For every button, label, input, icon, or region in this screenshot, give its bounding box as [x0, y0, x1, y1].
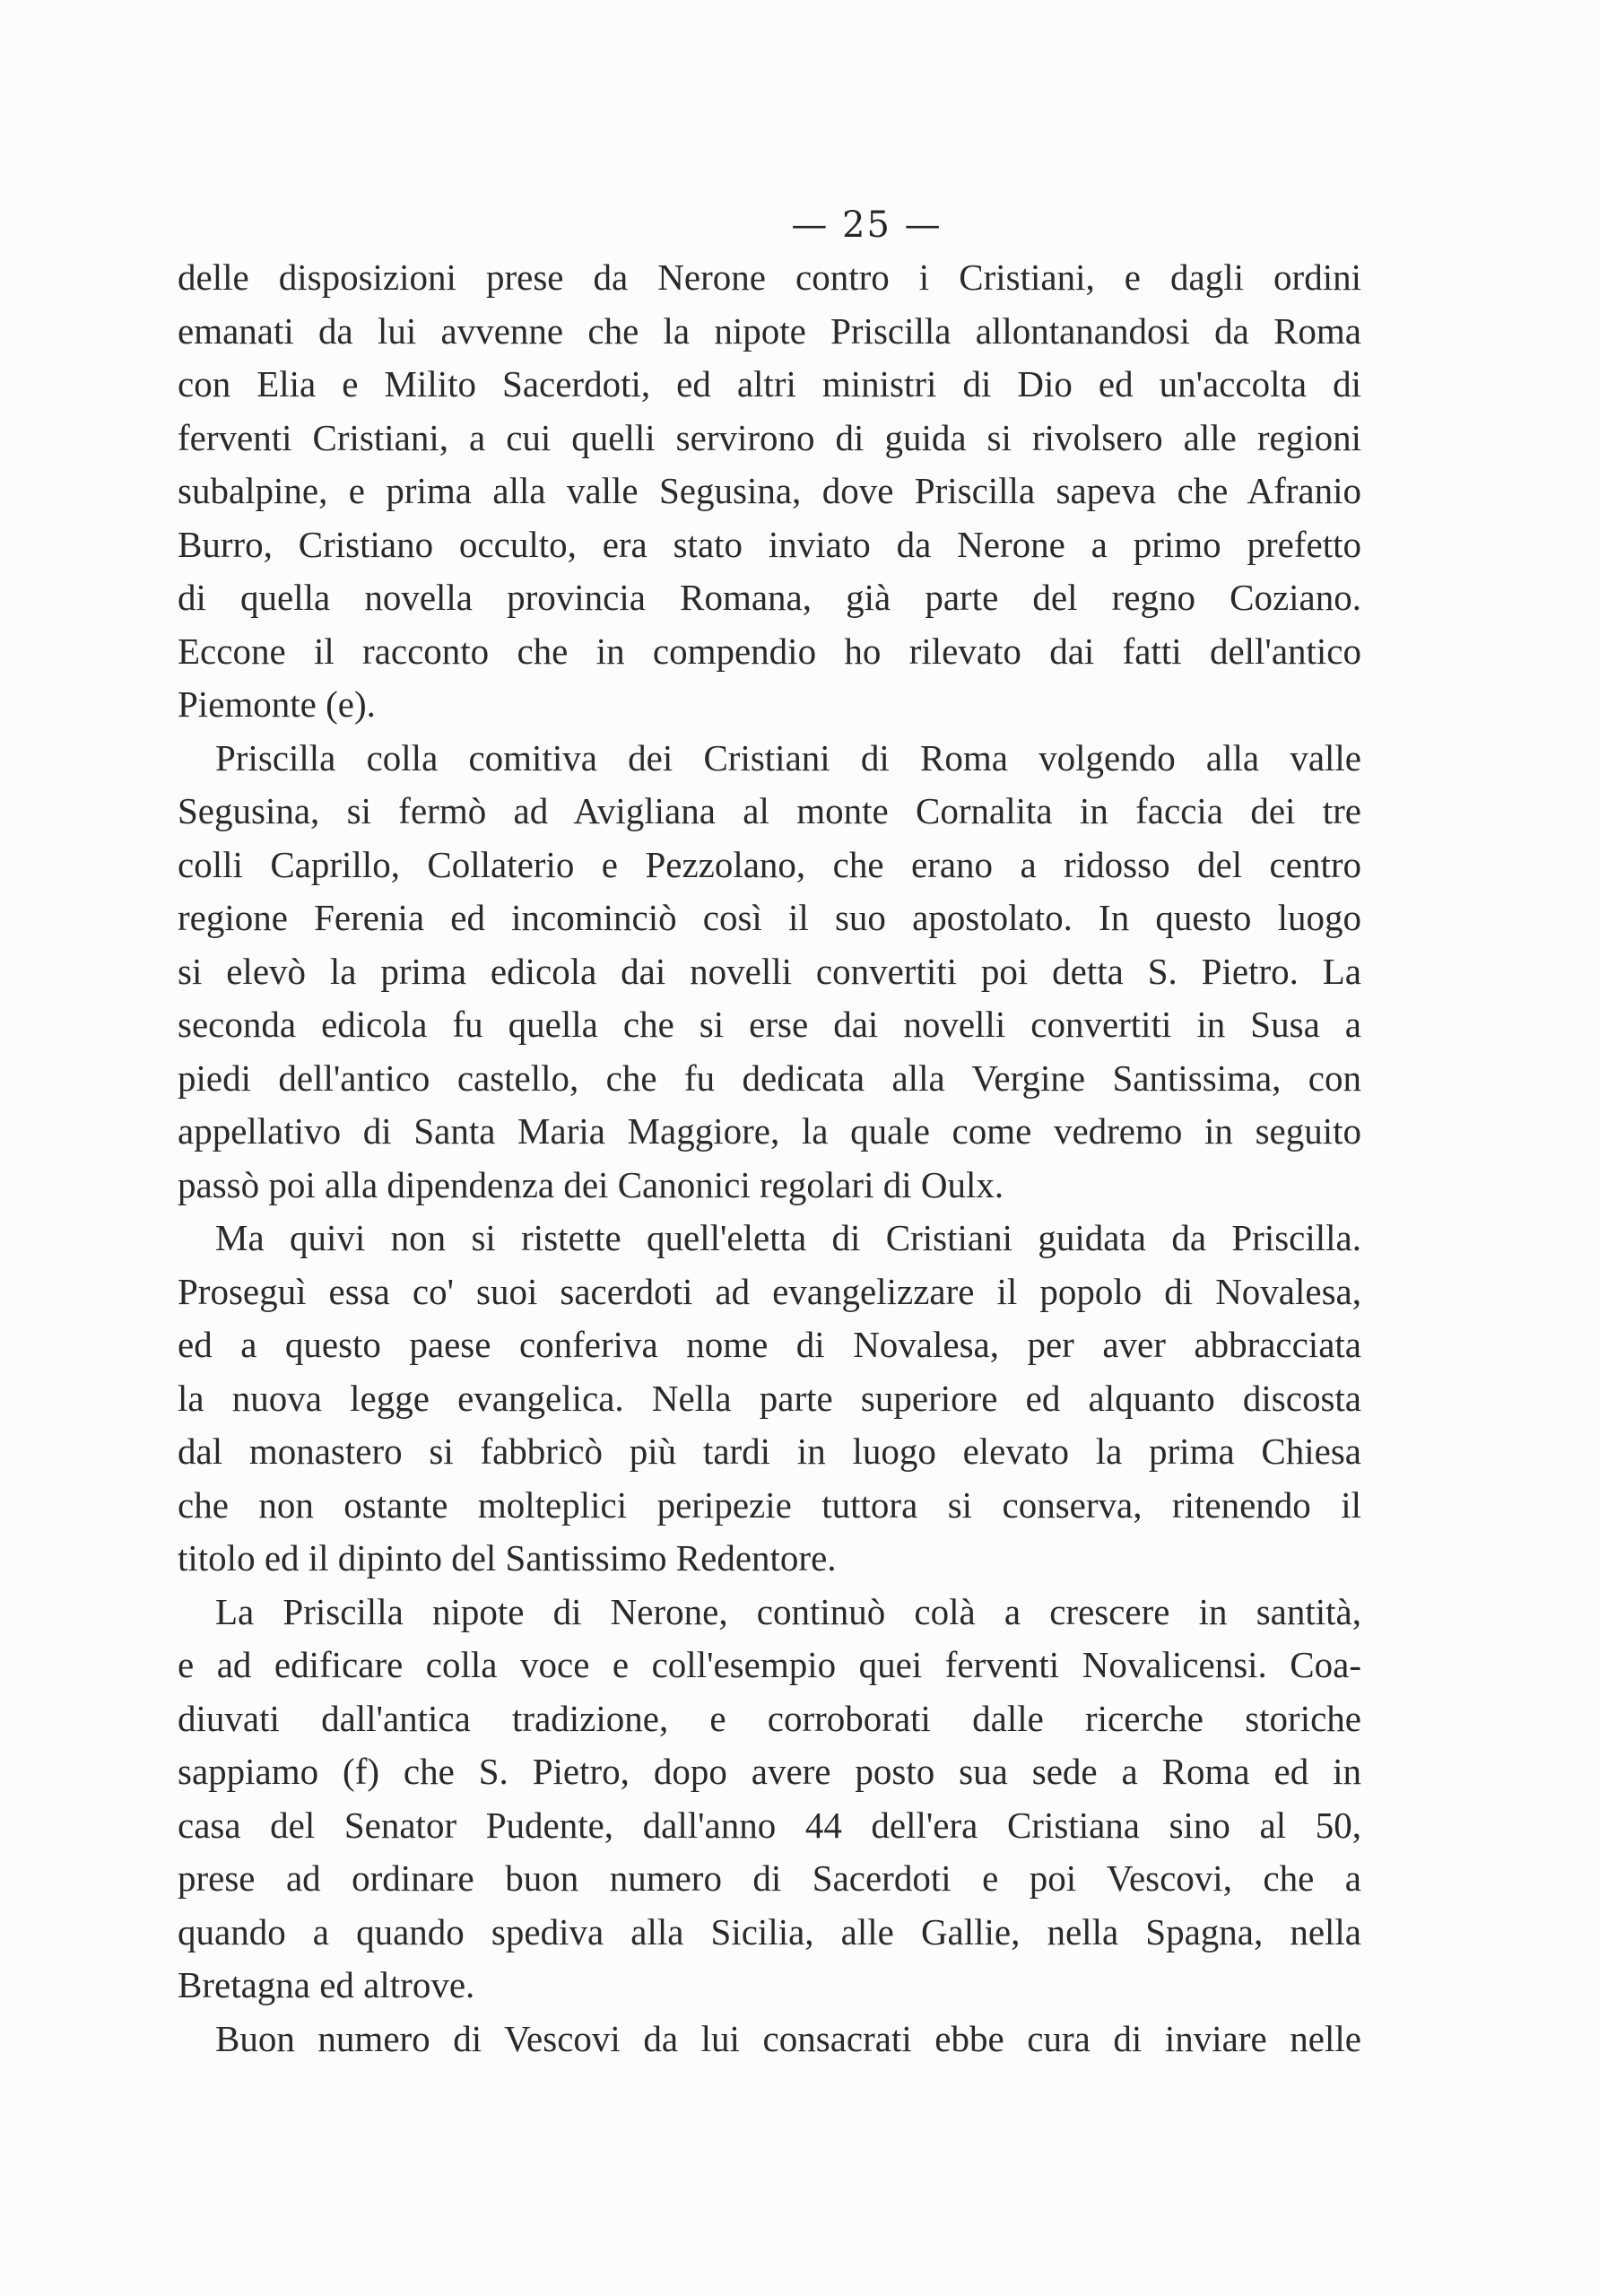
- text-line: Segusina, si fermò ad Avigliana al monte Cornalita in faccia dei tre: [178, 790, 1361, 831]
- text-line: Burro, Cristiano occulto, era stato inviato da Nerone a primo prefetto: [178, 523, 1361, 565]
- text-line: con Elia e Milito Sacerdoti, ed altri ministri di Dio ed un'accolta di: [178, 363, 1361, 404]
- text-line: Priscilla colla comitiva dei Cristiani di Roma volgendo alla valle: [215, 736, 1361, 778]
- text-line: Ma quivi non si ristette quell'eletta di Cristiani guidata da Priscilla.: [215, 1217, 1361, 1258]
- text-line: si elevò la prima edicola dai novelli convertiti poi detta S. Pietro. La: [178, 950, 1361, 992]
- text-line: passò poi alla dipendenza dei Canonici regolari di Oulx.: [178, 1163, 1004, 1205]
- text-line: ed a questo paese conferiva nome di Novalesa, per aver abbracciata: [178, 1324, 1361, 1365]
- text-line: Piemonte (e).: [178, 683, 376, 725]
- text-line: Eccone il racconto che in compendio ho rilevato dai fatti dell'antico: [178, 630, 1361, 672]
- text-line: titolo ed il dipinto del Santissimo Redentore.: [178, 1537, 837, 1578]
- paragraph: [178, 1586, 1361, 2013]
- text-line: di quella novella provincia Romana, già parte del regno Coziano.: [178, 577, 1361, 618]
- body-text: [178, 251, 1361, 2066]
- paragraph: [178, 1212, 1361, 1586]
- text-line: prese ad ordinare buon numero di Sacerdoti e poi Vescovi, che a: [178, 1857, 1361, 1899]
- text-line: subalpine, e prima alla valle Segusina, dove Priscilla sapeva che Afranio: [178, 470, 1361, 511]
- text-line: colli Caprillo, Collaterio e Pezzolano, che erano a ridosso del centro: [178, 843, 1361, 885]
- text-line: e ad edificare colla voce e coll'esempio quei ferventi Novalicensi. Coa-: [178, 1644, 1361, 1685]
- text-line: dal monastero si fabbricò più tardi in luogo elevato la prima Chiesa: [178, 1431, 1361, 1472]
- text-line: seconda edicola fu quella che si erse dai novelli convertiti in Susa a: [178, 1004, 1361, 1045]
- text-line: regione Ferenia ed incominciò così il suo apostolato. In questo luogo: [178, 897, 1361, 938]
- text-line: casa del Senator Pudente, dall'anno 44 dell'era Cristiana sino al 50,: [178, 1804, 1361, 1846]
- text-line: piedi dell'antico castello, che fu dedicata alla Vergine Santissima, con: [178, 1057, 1361, 1099]
- text-line: che non ostante molteplici peripezie tuttora si conserva, ritenendo il: [178, 1483, 1361, 1526]
- page-number: — 25 —: [791, 204, 943, 246]
- text-line: delle disposizioni prese da Nerone contro i Cristiani, e dagli ordini: [178, 257, 1361, 298]
- text-line: Bretagna ed altrove.: [178, 1964, 475, 2005]
- paragraph: [178, 732, 1361, 1213]
- text-line: ferventi Cristiani, a cui quelli servirono di guida si rivolsero alle regioni: [178, 416, 1361, 458]
- text-line: diuvati dall'antica tradizione, e corroborati dalle ricerche storiche: [178, 1697, 1361, 1739]
- text-line: appellativo di Santa Maria Maggiore, la quale come vedremo in seguito: [178, 1110, 1361, 1152]
- text-line: La Priscilla nipote di Nerone, continuò colà a crescere in santità,: [215, 1590, 1361, 1632]
- text-line: emanati da lui avvenne che la nipote Priscilla allontanandosi da Roma: [178, 309, 1361, 352]
- text-line: Proseguì essa co' suoi sacerdoti ad evangelizzare il popolo di Novalesa,: [178, 1270, 1361, 1312]
- paragraph: [178, 2013, 1361, 2066]
- paragraph: [178, 251, 1361, 732]
- text-line: la nuova legge evangelica. Nella parte superiore ed alquanto discosta: [178, 1377, 1361, 1419]
- text-line: sappiamo (f) che S. Pietro, dopo avere posto sua sede a Roma ed in: [178, 1751, 1361, 1792]
- text-line: quando a quando spediva alla Sicilia, alle Gallie, nella Spagna, nella: [178, 1910, 1361, 1952]
- text-line: Buon numero di Vescovi da lui consacrati ebbe cura di inviare nelle: [215, 2017, 1361, 2059]
